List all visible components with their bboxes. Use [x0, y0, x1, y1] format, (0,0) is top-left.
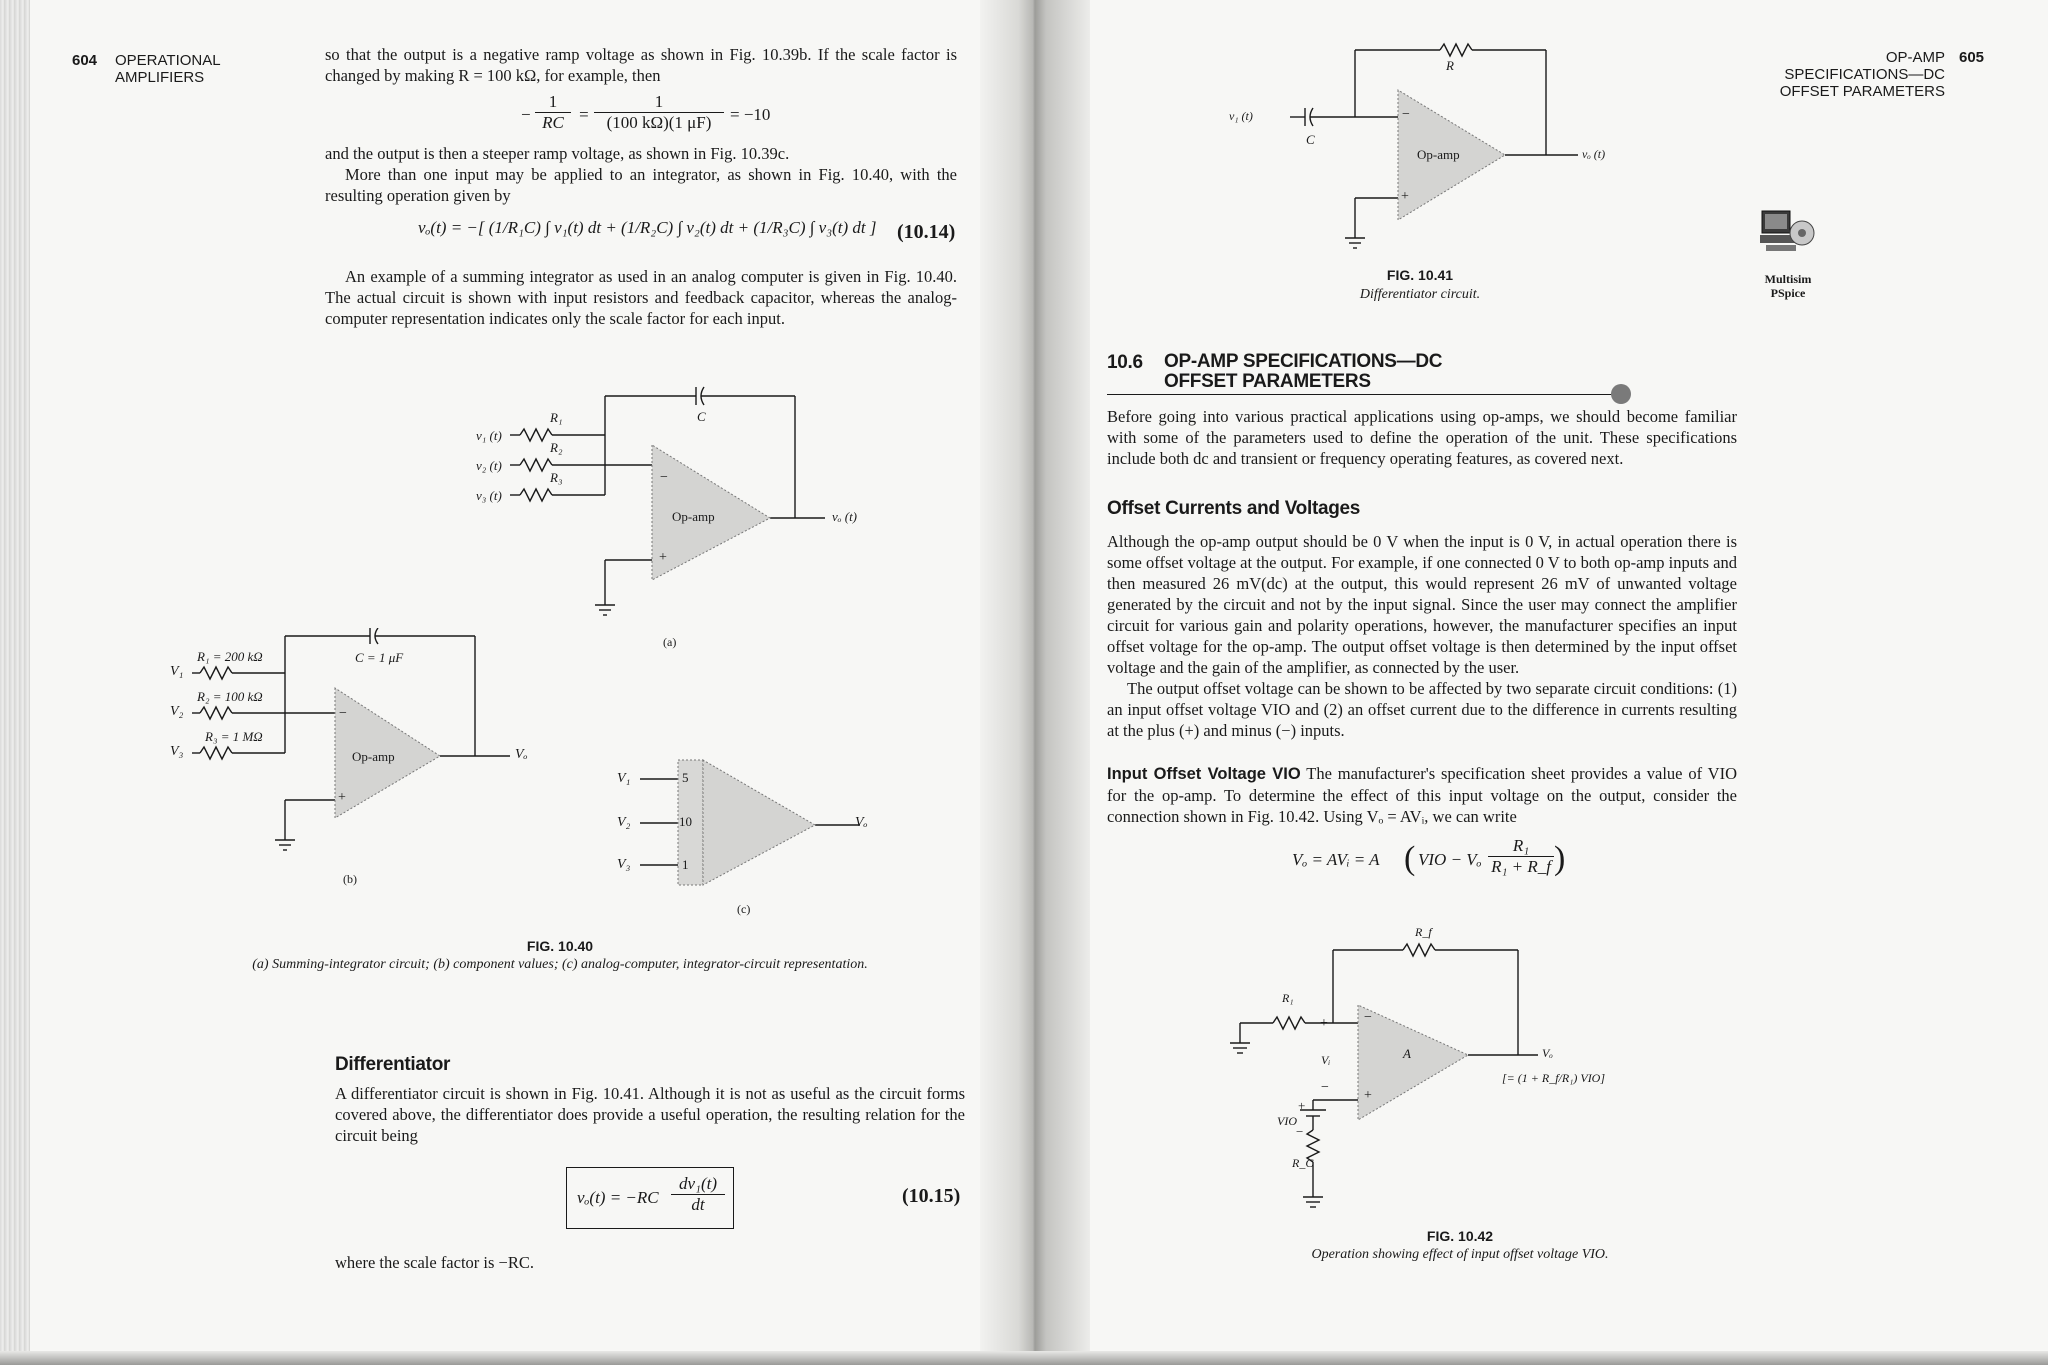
- page-edge: [0, 0, 30, 1365]
- differentiator-heading: Differentiator: [335, 1054, 451, 1075]
- fig-41-minus: −: [1402, 107, 1410, 122]
- multi-input-paragraph: More than one input may be applied to an integrator, as shown in Fig. 10.40, with the resulting operation given by: [325, 165, 957, 205]
- section-bullet-icon: [1611, 384, 1631, 404]
- fig-42-vo-formula: [= (1 + R_f/R₁) VIO]: [1502, 1071, 1606, 1085]
- fig-a-r1: R₁: [550, 410, 563, 425]
- running-head-line: OP-AMP: [1885, 49, 1945, 66]
- fig-10-40c-block: [630, 752, 860, 892]
- equation-10-15-box: [566, 1167, 734, 1229]
- vo-equation: Vₒ = AVᵢ = A ( VIO − Vₒ $\frac{\text{R₁}}{\text{R₁ + R\_f}}$ ): [1292, 836, 1566, 877]
- fig-10-41-title: FIG. 10.41: [1386, 267, 1454, 283]
- left-page-number: 604: [72, 52, 98, 69]
- derivative-fraction: [671, 1174, 725, 1215]
- numerator: dv₁(t): [678, 1174, 717, 1193]
- section-rule: [1107, 394, 1612, 395]
- eq-number-10-14: (10.14): [897, 221, 956, 243]
- fig-a-label: (a): [663, 635, 677, 649]
- differentiator-paragraph: A differentiator circuit is shown in Fig. 10.41. Although it is not as useful as the circuit forms covered above, the differentiator does provide a useful operation, the resulting relation for the circuit being: [335, 1084, 965, 1145]
- eq-minus: −: [520, 105, 532, 124]
- multisim-label: Multisim: [1764, 272, 1812, 286]
- fig-b-input-3: V₃: [170, 744, 184, 759]
- fig-b-r2: R₂ = 100 kΩ: [197, 689, 263, 704]
- fig-b-r1: R₁ = 200 kΩ: [197, 649, 263, 664]
- integrator-triangle: [703, 760, 815, 885]
- amplifier-triangle: [1358, 1005, 1468, 1120]
- section-intro: Before going into various practical applications using op-amps, we should become familiar with some of the parameters used to define the operation of the unit. These specifications include both dc and transient or frequency operating features, as covered next.: [1107, 407, 1737, 468]
- eq-inner: VIO − Vₒ: [1418, 850, 1482, 869]
- fig-c-input-2: V₂: [617, 815, 631, 830]
- fig-a-input-2: v₂ (t): [476, 458, 502, 473]
- fig-41-res: R: [1446, 58, 1454, 73]
- eq-lhs: Vₒ = AVᵢ = A: [1292, 850, 1380, 869]
- fig-41-plus: +: [1401, 189, 1409, 204]
- fig-10-40-title: FIG. 10.40: [526, 938, 594, 954]
- fig-42-vi-plus: +: [1320, 1016, 1328, 1031]
- fraction-2: [594, 92, 724, 133]
- fig-42-vio: VIO: [1277, 1114, 1297, 1128]
- fig-b-opamp-label: Op-amp: [352, 749, 395, 764]
- fig-a-opamp-label: Op-amp: [672, 509, 715, 524]
- left-running-head: [115, 52, 221, 86]
- numerator: 1: [654, 92, 664, 111]
- fig-42-vi-minus: −: [1321, 1080, 1329, 1095]
- fig-10-42-caption: Operation showing effect of input offset voltage VIO.: [1311, 1247, 1609, 1262]
- fig-10-42-title: FIG. 10.42: [1426, 1228, 1494, 1244]
- fig-b-plus: +: [338, 790, 346, 805]
- fig-10-41-caption: Differentiator circuit.: [1359, 287, 1481, 302]
- fig-a-output: vₒ (t): [832, 509, 858, 524]
- denominator: (100 kΩ)(1 μF): [594, 112, 724, 133]
- input-offset-paragraph: The manufacturer's specification sheet provides a value of VIO for the op-amp. To determine the effect of this input voltage on the output, consider the connection shown in Fig. 10.42. Using Vₒ = AVᵢ, we can write: [1107, 764, 1737, 826]
- fig-42-vio-plus: +: [1298, 1098, 1306, 1113]
- fig-42-amp: A: [1403, 1046, 1411, 1061]
- eq-number-10-15: (10.15): [902, 1185, 961, 1207]
- fig-41-opamp-label: Op-amp: [1417, 147, 1460, 162]
- pspice-label: PSpice: [1770, 286, 1806, 300]
- multisim-pspice-icon: [1758, 205, 1818, 273]
- section-title-line: OFFSET PARAMETERS: [1164, 371, 1371, 392]
- fig-42-amp-minus: −: [1364, 1010, 1372, 1025]
- ratio-fraction: [1488, 836, 1554, 877]
- fig-c-factor-2: 10: [679, 814, 692, 829]
- eq-lhs: vₒ(t) = −RC: [577, 1188, 659, 1207]
- fig-a-minus: −: [660, 470, 668, 485]
- fig-b-input-2: V₂: [170, 704, 184, 719]
- fig-b-minus: −: [339, 706, 347, 721]
- running-head-line: AMPLIFIERS: [115, 69, 205, 86]
- section-number: 10.6: [1107, 352, 1143, 373]
- fig-c-input-3: V₃: [617, 857, 631, 872]
- fig-10-40-caption: (a) Summing-integrator circuit; (b) component values; (c) analog-computer, integrator-circuit representation.: [252, 957, 868, 972]
- denominator: R₁ + R_f: [1488, 856, 1554, 877]
- fig-a-cap: C: [697, 409, 706, 424]
- fig-41-output: vₒ (t): [1582, 147, 1606, 161]
- offset-subheading: Offset Currents and Voltages: [1107, 498, 1361, 519]
- fig-a-r3: R₃: [550, 470, 563, 485]
- fig-b-r3: R₃ = 1 MΩ: [205, 729, 263, 744]
- fig-b-input-1: V₁: [170, 664, 184, 679]
- fig-42-amp-plus: +: [1364, 1088, 1372, 1103]
- fig-42-r1: R₁: [1282, 991, 1294, 1005]
- fig-b-output: Vₒ: [515, 747, 528, 762]
- input-offset-block: [1107, 763, 1737, 827]
- equation-10-14: vₒ(t) = −[ (1/R₁C) ∫ v₁(t) dt + (1/R₂C) ∫ v₂(t) dt + (1/R₃C) ∫ v₃(t) dt ]: [418, 218, 877, 237]
- fig-42-vi: Vᵢ: [1321, 1053, 1331, 1067]
- fig-41-input: v₁ (t): [1229, 109, 1253, 123]
- summing-paragraph: An example of a summing integrator as used in an analog computer is given in Fig. 10.40. The actual circuit is shown with input resistors and feedback capacitor, whereas the analog-computer representation indicates only the scale factor for each input.: [325, 267, 957, 328]
- scale-factor-text: where the scale factor is −RC.: [335, 1253, 534, 1272]
- input-offset-heading: Input Offset Voltage VIO: [1107, 765, 1301, 783]
- page-bottom-shadow: [0, 1351, 2048, 1365]
- fig-42-vio-minus: −: [1296, 1124, 1304, 1139]
- fig-a-input-1: v₁ (t): [476, 428, 502, 443]
- fig-c-factor-1: 5: [682, 770, 689, 785]
- running-head-line: OFFSET PARAMETERS: [1779, 83, 1945, 100]
- fig-42-rf: R_f: [1415, 925, 1432, 939]
- fig-42-vo: Vₒ: [1542, 1046, 1553, 1060]
- fig-a-r2: R₂: [550, 440, 563, 455]
- after-eq-text: and the output is then a steeper ramp voltage, as shown in Fig. 10.39c.: [325, 144, 790, 163]
- fig-b-label: (b): [343, 872, 357, 886]
- eq-result: = −10: [730, 105, 771, 124]
- numerator: R₁: [1512, 836, 1530, 855]
- intro-paragraph: so that the output is a negative ramp voltage as shown in Fig. 10.39b. If the scale factor is changed by making R = 100 kΩ, for example, then: [325, 45, 957, 85]
- fig-c-output: Vₒ: [855, 815, 868, 830]
- denominator: RC: [535, 112, 571, 133]
- offset-paragraph-2: The output offset voltage can be shown to be affected by two separate circuit conditions: (1) an input offset voltage VIO and (2) an offset current due to the difference in currents resulting at the plus (+) and minus (−) inputs.: [1107, 679, 1737, 740]
- fig-b-cap: C = 1 μF: [355, 650, 404, 665]
- section-title: [1164, 352, 1442, 392]
- running-head-line: SPECIFICATIONS—DC: [1784, 66, 1945, 83]
- denominator: dt: [671, 1194, 725, 1215]
- fig-41-cap: C: [1306, 132, 1315, 147]
- section-title-line: OP-AMP SPECIFICATIONS—DC: [1164, 351, 1443, 372]
- fig-a-plus: +: [659, 550, 667, 565]
- fig-a-input-3: v₃ (t): [476, 488, 502, 503]
- numerator: 1: [548, 92, 558, 111]
- book-gutter: [980, 0, 1090, 1365]
- fig-42-rc: R_C: [1292, 1156, 1314, 1170]
- right-running-head: [1760, 49, 1945, 100]
- fig-c-label: (c): [737, 902, 751, 916]
- running-head-line: OPERATIONAL: [115, 52, 221, 69]
- fig-c-factor-3: 1: [682, 857, 689, 872]
- offset-paragraph-1: Although the op-amp output should be 0 V when the input is 0 V, in actual operation there is some offset voltage at the output. For example, if one connected 0 V to both op-amp inputs and then measured 26 mV(dc) at the output, this would represent 26 mV of unwanted voltage generated by the circuit and not by the input signal. Since the user may connect the amplifier circuit for various gain and polarity operations, however, the manufacturer specifies an input offset voltage for the op-amp. The output offset voltage is then determined by the input offset voltage and the gain of the amplifier, as connected by the user.: [1107, 532, 1737, 677]
- fig-10-40a-circuit: [470, 385, 870, 625]
- software-labels: [1752, 272, 1824, 300]
- fig-c-input-1: V₁: [617, 771, 631, 786]
- right-page-number: 605: [1959, 49, 1985, 66]
- fraction-1: [535, 92, 571, 133]
- scale-equation: − $\frac{1}{RC}$ = $\frac{1}{(100 k\Omega)(1 \mu F)}$ = −10: [520, 92, 771, 132]
